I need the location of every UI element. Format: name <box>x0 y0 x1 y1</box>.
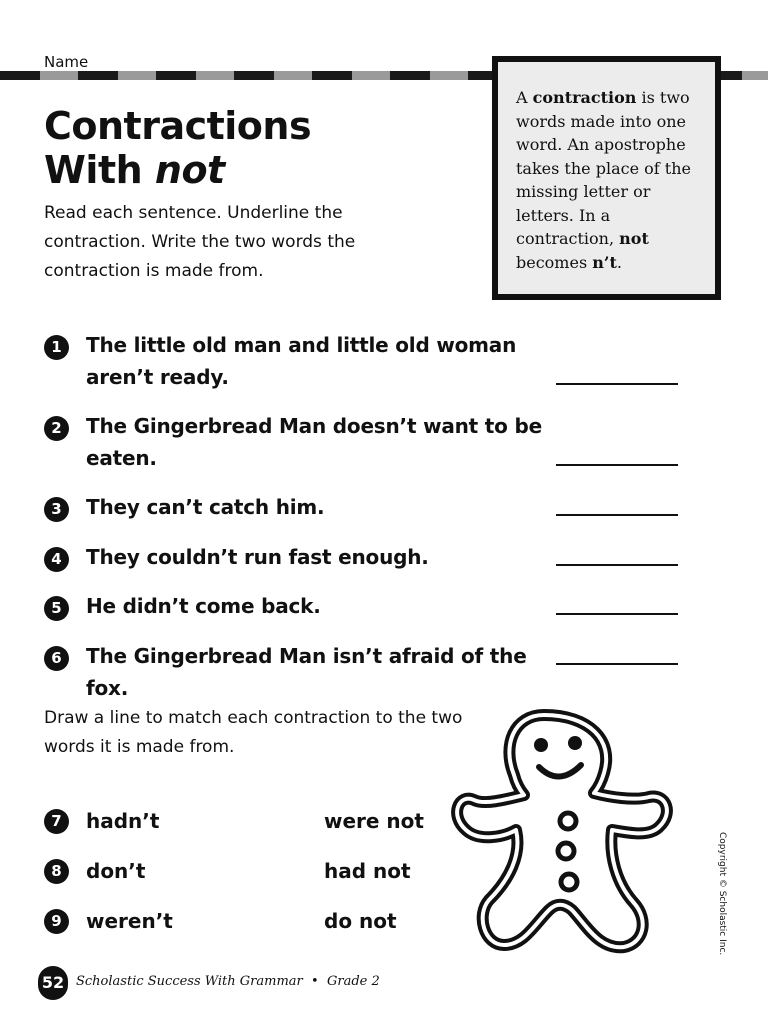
answer-line-2[interactable] <box>556 464 678 466</box>
match-number: 7 <box>44 809 69 834</box>
title-emphasis: not <box>154 148 225 192</box>
matching-instructions: Draw a line to match each contraction to the two words it is made from. <box>44 708 463 757</box>
footer-separator: • <box>311 974 319 989</box>
answer-line-6[interactable] <box>556 663 678 665</box>
match-contraction[interactable]: don’t <box>86 859 146 883</box>
answer-line-1[interactable] <box>556 383 678 385</box>
title-prefix: With <box>44 148 155 192</box>
match-answer[interactable]: were not <box>324 809 424 833</box>
footer-text <box>76 974 380 989</box>
question-number: 6 <box>44 646 69 671</box>
definition-bold-2: not <box>619 229 649 248</box>
definition-bold-3: n’t <box>592 252 617 272</box>
question-number: 2 <box>44 416 69 441</box>
match-number: 8 <box>44 859 69 884</box>
match-row-9 <box>44 906 444 936</box>
definition-box <box>492 56 721 300</box>
title-line-2 <box>44 148 311 192</box>
question-text: The Gingerbread Man doesn’t want to be eaten. <box>86 414 542 470</box>
answer-line-4[interactable] <box>556 564 678 566</box>
question-number: 1 <box>44 335 69 360</box>
grade-label: Grade 2 <box>326 974 380 989</box>
match-answer[interactable]: do not <box>324 909 397 933</box>
match-row-7 <box>44 806 444 836</box>
question-number: 4 <box>44 547 69 572</box>
question-text: He didn’t come back. <box>86 594 321 618</box>
match-contraction[interactable]: weren’t <box>86 909 173 933</box>
question-text: They can’t catch him. <box>86 495 325 519</box>
title-line-1: Contractions <box>44 104 312 148</box>
name-label: Name <box>44 53 89 71</box>
definition-text-1: A <box>516 88 533 107</box>
definition-text-3: becomes <box>516 252 593 272</box>
copyright-notice: Copyright © Scholastic Inc. <box>717 832 727 956</box>
gingerbread-man-icon <box>444 705 704 960</box>
match-contraction[interactable]: hadn’t <box>86 809 160 833</box>
page-number: 52 <box>38 966 68 1000</box>
match-answer[interactable]: had not <box>324 859 411 883</box>
match-row-8 <box>44 856 444 886</box>
question-text: The Gingerbread Man isn’t afraid of the fox. <box>86 644 527 700</box>
instructions: Read each sentence. Underline the contraction. Write the two words the contraction is made from. <box>44 203 356 281</box>
question-number: 5 <box>44 596 69 621</box>
match-number: 9 <box>44 909 69 934</box>
book-title: Scholastic Success With Grammar <box>76 974 303 989</box>
definition-text-4: . <box>616 252 622 272</box>
question-number: 3 <box>44 497 69 522</box>
question-text: They couldn’t run fast enough. <box>86 545 429 569</box>
definition-bold-1: contraction <box>532 88 637 107</box>
question-text: The little old man and little old woman aren’t ready. <box>86 333 517 389</box>
definition-text-2: is two words made into one word. An apostrophe takes the place of the missing letter or letters. In a contraction, <box>516 88 691 248</box>
answer-line-5[interactable] <box>556 613 678 615</box>
page-title <box>44 104 311 192</box>
answer-line-3[interactable] <box>556 514 678 516</box>
